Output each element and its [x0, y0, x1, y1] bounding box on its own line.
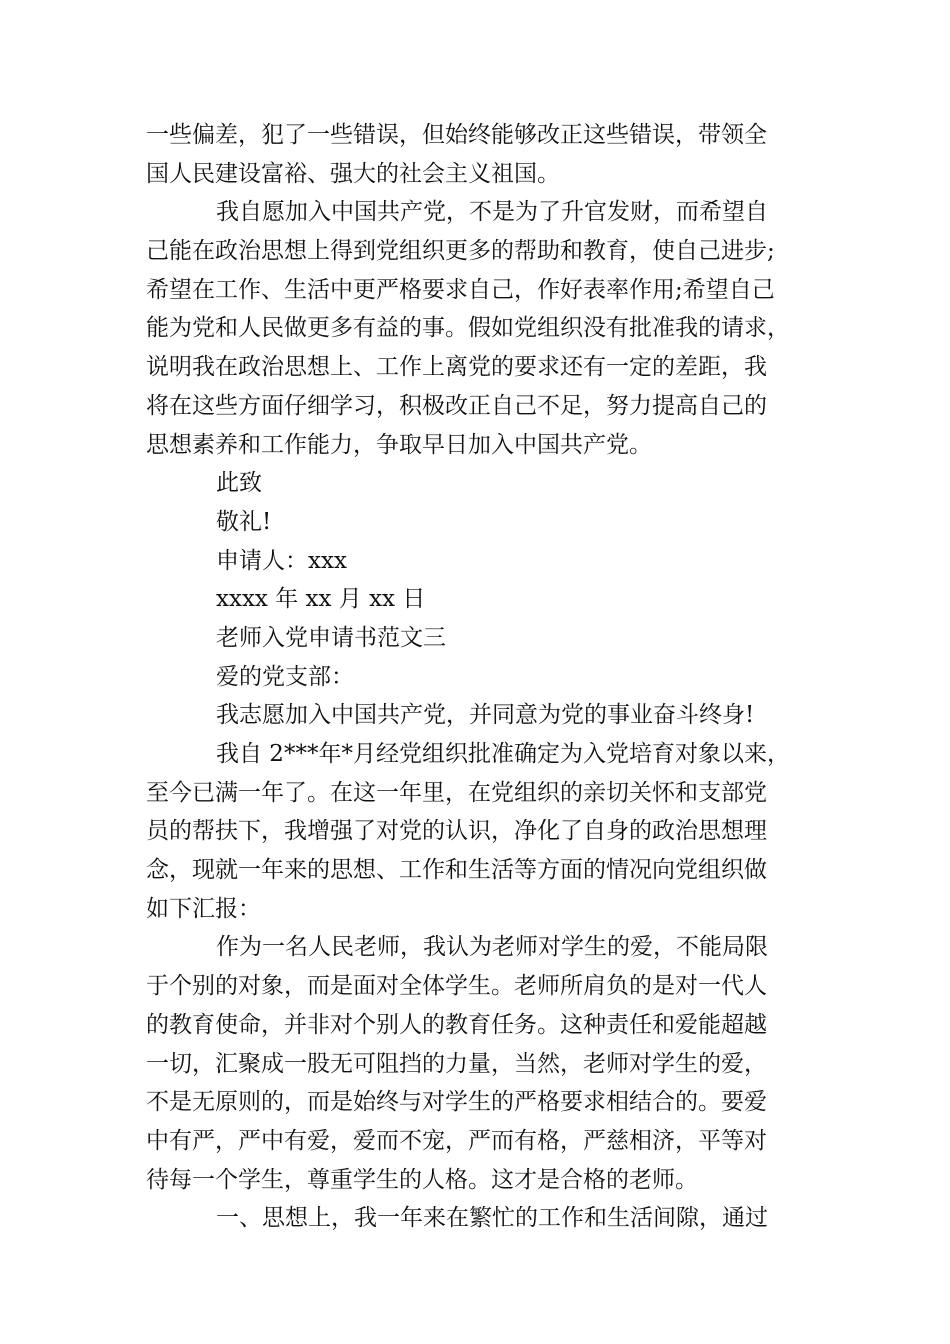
- text-line: 作为一名人民老师，我认为老师对学生的爱，不能局限: [216, 934, 768, 961]
- text-line: 将在这些方面仔细学习，积极改正自己不足，努力提高自己的: [146, 392, 767, 419]
- text-line: 己能在政治思想上得到党组织更多的帮助和教育，使自己进步;: [146, 238, 775, 265]
- text-line: 一、思想上，我一年来在繁忙的工作和生活间隙，通过: [216, 1205, 768, 1232]
- section-title: 老师入党申请书范文三: [216, 624, 446, 651]
- text-line: 思想素养和工作能力，争取早日加入中国共产党。: [146, 431, 652, 458]
- text-line: 国人民建设富裕、强大的社会主义祖国。: [146, 160, 560, 187]
- text-line: 能为党和人民做更多有益的事。假如党组织没有批准我的请求，: [146, 315, 790, 342]
- closing-regards: 敬礼!: [216, 508, 272, 535]
- text-line: 我志愿加入中国共产党，并同意为党的事业奋斗终身!: [216, 702, 755, 729]
- text-line: 我自愿加入中国共产党，不是为了升官发财，而希望自: [216, 199, 768, 226]
- text-line: 中有严，严中有爱，爱而不宠，严而有格，严慈相济，平等对: [146, 1127, 767, 1154]
- text-line: 不是无原则的，而是始终与对学生的严格要求相结合的。要爱: [146, 1089, 767, 1116]
- text-line: 于个别的对象，而是面对全体学生。老师所肩负的是对一代人: [146, 973, 767, 1000]
- greeting-line: 爱的党支部：: [216, 663, 354, 690]
- text-line: 一些偏差，犯了一些错误，但始终能够改正这些错误，带领全: [146, 122, 767, 148]
- text-line: 希望在工作、生活中更严格要求自己，作好表率作用;希望自己: [146, 276, 775, 303]
- text-line: 我自 2***年*月经党组织批准确定为入党培育对象以来，: [216, 741, 790, 767]
- text-line: 的教育使命，并非对个别人的教育任务。这种责任和爱能超越: [146, 1011, 767, 1038]
- text-line: 如下汇报：: [146, 895, 261, 922]
- closing-salutation: 此致: [216, 470, 262, 497]
- text-line: 念，现就一年来的思想、工作和生活等方面的情况向党组织做: [146, 857, 767, 884]
- applicant-line: 申请人：xxx: [216, 547, 347, 574]
- text-line: 至今已满一年了。在这一年里，在党组织的亲切关怀和支部党: [146, 779, 767, 806]
- document-body: [146, 116, 806, 1238]
- text-line: 一切，汇聚成一股无可阻挡的力量，当然，老师对学生的爱，: [146, 1050, 767, 1077]
- date-line: xxxx 年 xx 月 xx 日: [216, 586, 426, 613]
- text-line: 员的帮扶下，我增强了对党的认识，净化了自身的政治思想理: [146, 818, 767, 845]
- text-line: 说明我在政治思想上、工作上离党的要求还有一定的差距，我: [146, 354, 767, 381]
- text-line: 待每一个学生，尊重学生的人格。这才是合格的老师。: [146, 1166, 698, 1193]
